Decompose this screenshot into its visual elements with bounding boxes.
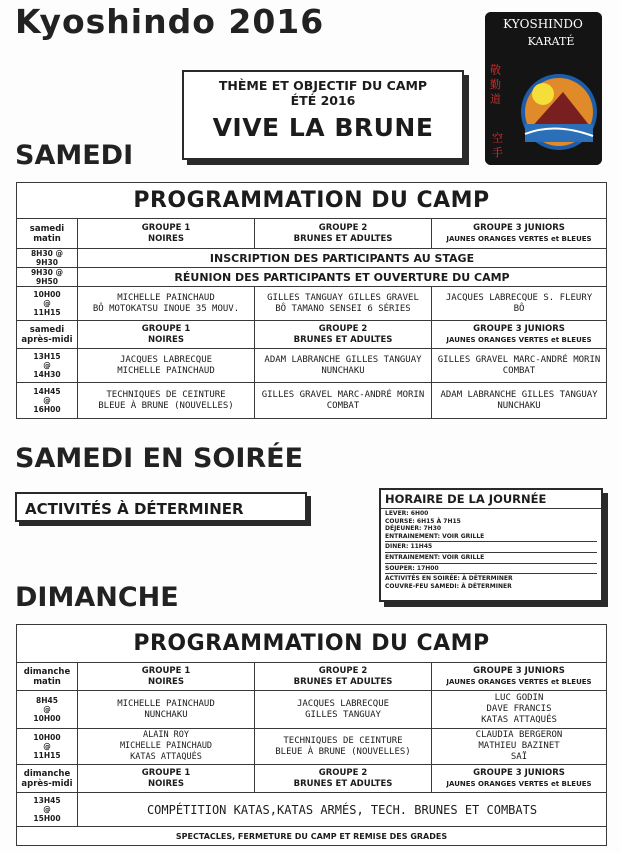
schedule-cell: TECHNIQUES DE CEINTURE BLEUE À BRUNE (NOUVELLES) [255, 729, 432, 765]
time-slot: 10H00 @ 11H15 [17, 287, 78, 321]
horaire-item: SOUPER: 17H00 [385, 564, 439, 572]
group-1-header: GROUPE 1 NOIRES [78, 219, 255, 249]
time-slot: 8H45 @ 10H00 [17, 691, 78, 729]
theme-box [182, 70, 464, 160]
samedi-heading: SAMEDI [15, 140, 134, 171]
horaire-item: LEVER: 6H00 [385, 510, 429, 517]
time-slot: 13H45 @ 15H00 [17, 793, 78, 827]
horaire-item: COUVRE-FEU SAMEDI: À DÉTERMINER [385, 582, 512, 590]
schedule-cell: ALAIN ROY MICHELLE PAINCHAUD KATAS ATTAQUÉS [78, 729, 255, 765]
kyoshindo-karate-logo [485, 12, 602, 165]
time-slot: 13H15 @ 14H30 [17, 349, 78, 383]
schedule-cell: JACQUES LABRECQUE S. FLEURY BÔ [432, 287, 607, 321]
samedi-soiree-heading: SAMEDI EN SOIRÉE [15, 443, 304, 474]
horaire-box [379, 488, 603, 602]
page-title: Kyoshindo 2016 [15, 2, 325, 41]
time-slot: 8H30 @ 9H30 [17, 249, 78, 268]
horaire-item: ENTRAINEMENT: VOIR GRILLE [385, 532, 485, 540]
theme-line-1: THÈME ET OBJECTIF DU CAMP [218, 78, 428, 93]
group-1-header: GROUPE 1 NOIRES [78, 321, 255, 349]
schedule-cell: GILLES GRAVEL MARC-ANDRÉ MORIN COMBAT [432, 349, 607, 383]
dimanche-morning-label: dimanche matin [17, 663, 78, 691]
competition-row: COMPÉTITION KATAS,KATAS ARMÉS, TECH. BRUNES ET COMBATS [78, 793, 607, 827]
group-2-header: GROUPE 2 BRUNES ET ADULTES [255, 765, 432, 793]
dimanche-program-title: PROGRAMMATION DU CAMP [17, 625, 607, 663]
schedule-cell: JACQUES LABRECQUE MICHELLE PAINCHAUD [78, 349, 255, 383]
closing-row: SPECTACLES, FERMETURE DU CAMP ET REMISE DES GRADES [17, 827, 607, 846]
schedule-cell: CLAUDIA BERGERON MATHIEU BAZINET SAÏ [432, 729, 607, 765]
activites-box: ACTIVITÉS À DÉTERMINER [15, 492, 307, 522]
samedi-morning-label: samedi matin [17, 219, 78, 249]
horaire-title: HORAIRE DE LA JOURNÉE [381, 490, 601, 509]
horaire-item: ENTRAINEMENT: VOIR GRILLE [385, 553, 485, 561]
logo-bottom-text: KARATÉ [527, 35, 575, 48]
logo-kanji-top: 敬 勤 道 [488, 64, 502, 104]
samedi-afternoon-label: samedi après-midi [17, 321, 78, 349]
logo-top-text: KYOSHINDO [503, 17, 583, 31]
group-1-header: GROUPE 1 NOIRES [78, 765, 255, 793]
schedule-cell: ADAM LABRANCHE GILLES TANGUAY NUNCHAKU [255, 349, 432, 383]
group-1-header: GROUPE 1 NOIRES [78, 663, 255, 691]
logo-kanji-bottom: 空 手 [490, 132, 504, 158]
horaire-item: ACTIVITÉS EN SOIRÉE: À DÉTERMINER [385, 575, 513, 583]
dimanche-afternoon-label: dimanche après-midi [17, 765, 78, 793]
schedule-cell: MICHELLE PAINCHAUD BÔ MOTOKATSU INOUE 35 MOUV. [78, 287, 255, 321]
dimanche-heading: DIMANCHE [15, 582, 179, 613]
reunion-row: RÉUNION DES PARTICIPANTS ET OUVERTURE DU CAMP [78, 268, 607, 287]
group-3-header: GROUPE 3 JUNIORS JAUNES ORANGES VERTES et BLEUES [432, 321, 607, 349]
group-2-header: GROUPE 2 BRUNES ET ADULTES [255, 219, 432, 249]
group-3-header: GROUPE 3 JUNIORS JAUNES ORANGES VERTES et BLEUES [432, 765, 607, 793]
time-slot: 10H00 @ 11H15 [17, 729, 78, 765]
horaire-item: DINER: 11H45 [385, 543, 433, 551]
inscription-row: INSCRIPTION DES PARTICIPANTS AU STAGE [78, 249, 607, 268]
schedule-cell: GILLES GRAVEL MARC-ANDRÉ MORIN COMBAT [255, 383, 432, 419]
schedule-cell: JACQUES LABRECQUE GILLES TANGUAY [255, 691, 432, 729]
samedi-schedule-table [16, 182, 607, 419]
time-slot: 14H45 @ 16H00 [17, 383, 78, 419]
schedule-cell: LUC GODIN DAVE FRANCIS KATAS ATTAQUÉS [432, 691, 607, 729]
dimanche-schedule-table [16, 624, 607, 846]
group-2-header: GROUPE 2 BRUNES ET ADULTES [255, 663, 432, 691]
schedule-cell: TECHNIQUES DE CEINTURE BLEUE À BRUNE (NOUVELLES) [78, 383, 255, 419]
horaire-list [381, 509, 601, 590]
schedule-cell: MICHELLE PAINCHAUD NUNCHAKU [78, 691, 255, 729]
schedule-cell: ADAM LABRANCHE GILLES TANGUAY NUNCHAKU [432, 383, 607, 419]
group-3-header: GROUPE 3 JUNIORS JAUNES ORANGES VERTES et BLEUES [432, 663, 607, 691]
horaire-item: COURSE: 6H15 À 7H15 [385, 517, 461, 525]
theme-slogan: VIVE LA BRUNE [212, 113, 434, 142]
group-2-header: GROUPE 2 BRUNES ET ADULTES [255, 321, 432, 349]
time-slot: 9H30 @ 9H50 [17, 268, 78, 287]
horaire-item: DÉJEUNER: 7H30 [385, 525, 442, 533]
group-3-header: GROUPE 3 JUNIORS JAUNES ORANGES VERTES et BLEUES [432, 219, 607, 249]
theme-line-2: ÉTÉ 2016 [290, 93, 356, 108]
schedule-cell: GILLES TANGUAY GILLES GRAVEL BÔ TAMANO SENSEI 6 SÉRIES [255, 287, 432, 321]
samedi-program-title: PROGRAMMATION DU CAMP [17, 183, 607, 219]
